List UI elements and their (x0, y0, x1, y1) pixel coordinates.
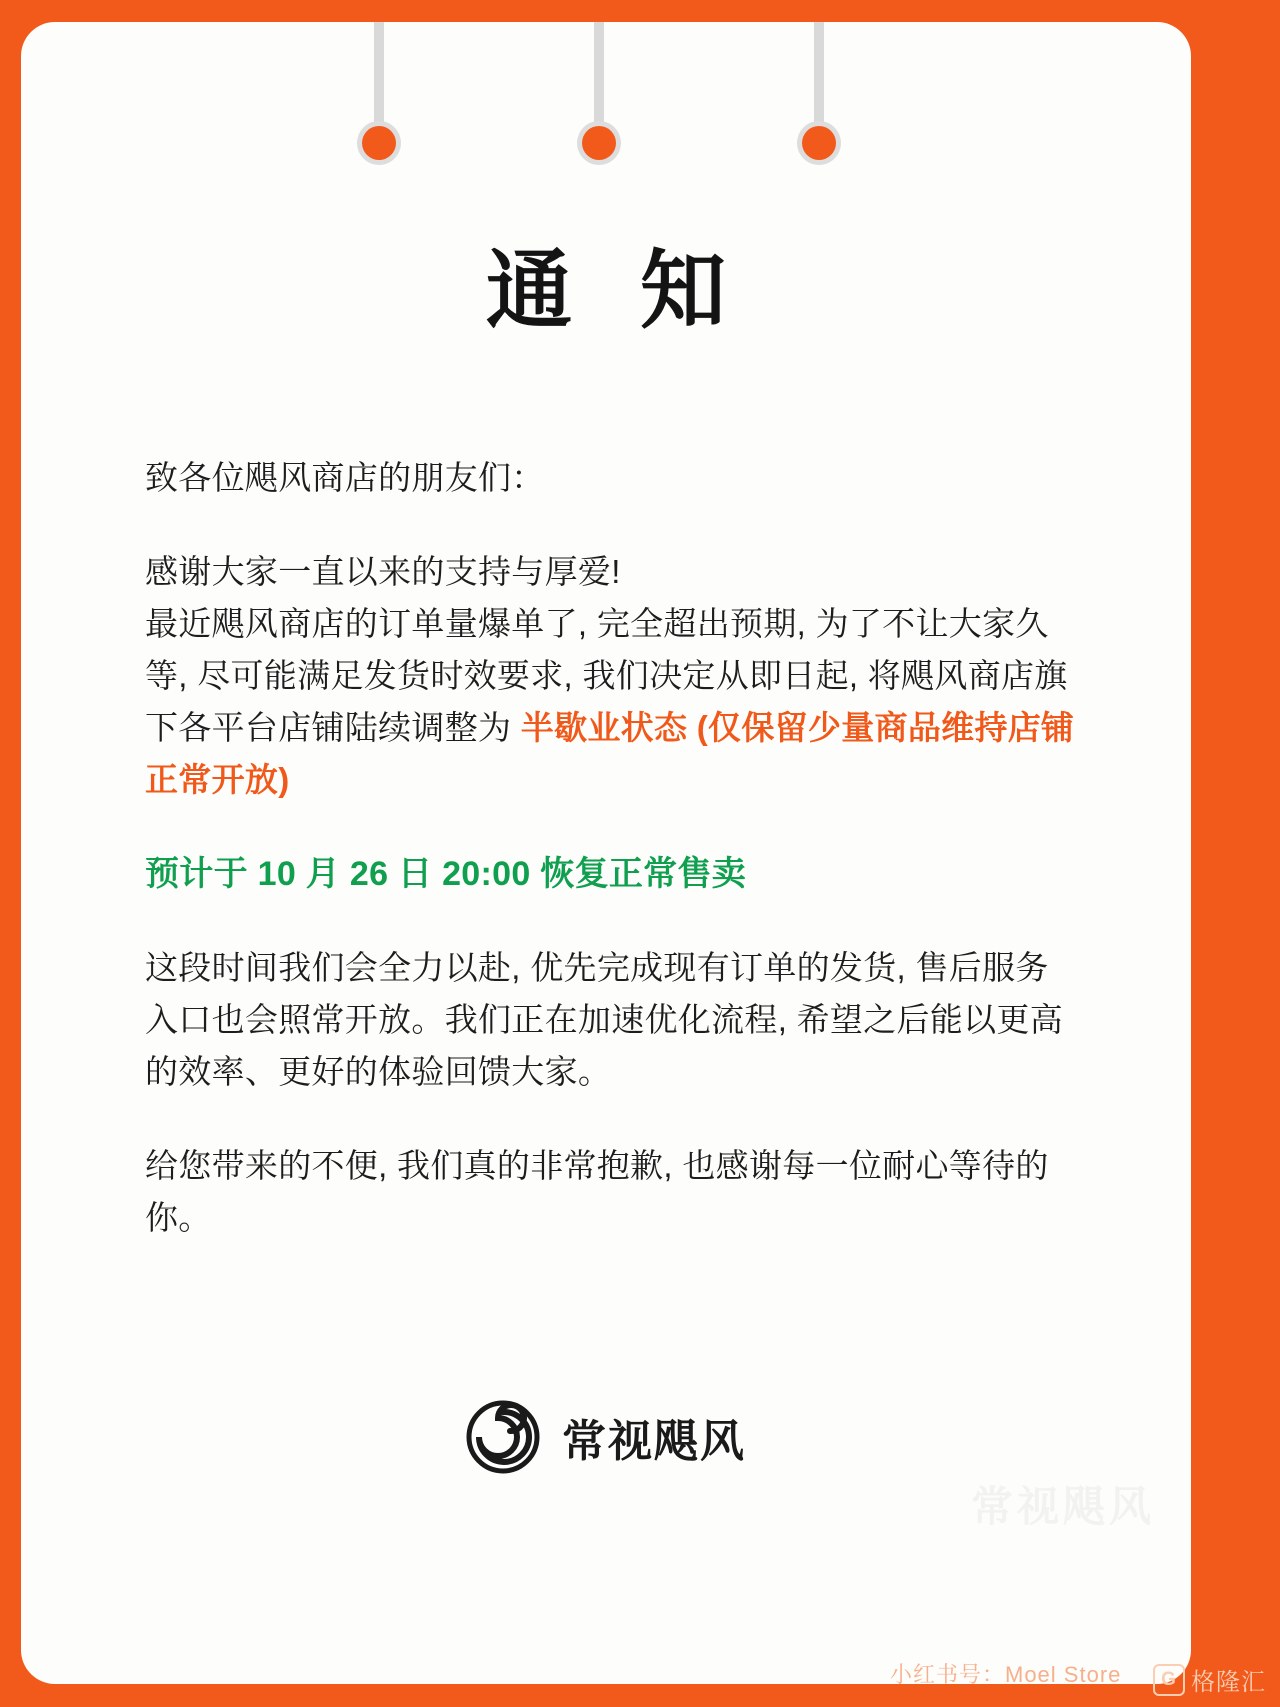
xiaohongshu-watermark: 小红书号：Moel Store (890, 1662, 1122, 1687)
card-watermark: 常视飓风 (970, 1483, 1155, 1530)
notice-body (145, 452, 1075, 1286)
spiral-icon (466, 1400, 540, 1474)
binder-ring-icon (594, 22, 604, 142)
brand-logo-text: 常视飓风 (562, 1417, 746, 1466)
gelonghui-watermark (1153, 1662, 1266, 1697)
notice-card (21, 22, 1191, 1684)
binder-ring-icon (814, 22, 824, 142)
brand-logo (21, 1400, 1191, 1474)
page-title: 通 知 (486, 243, 748, 339)
during-period-note: 这段时间我们会全力以赴, 优先完成现有订单的发货, 售后服务入口也会照常开放。我们正在加速优化流程, 希望之后能以更高的效率、更好的体验回馈大家。 (145, 949, 1064, 1090)
half-closed-status-highlight: 半歇业状态 (仅保留少量商品维持店铺正常开放) (145, 709, 1075, 798)
apology-note: 给您带来的不便, 我们真的非常抱歉, 也感谢每一位耐心等待的你。 (145, 1147, 1049, 1236)
gelonghui-watermark-text: 格隆汇 (1191, 1669, 1266, 1696)
thanks-line: 感谢大家一直以来的支持与厚爱! (145, 553, 621, 590)
resume-time-highlight: 预计于 10 月 26 日 20:00 恢复正常售卖 (145, 855, 747, 893)
main-statement-text: 最近飓风商店的订单量爆单了, 完全超出预期, 为了不让大家久等, 尽可能满足发货时效要求, 我们决定从即日起, 将飓风商店旗下各平台店铺陆续调整为 (145, 605, 1068, 746)
binder-rings (21, 22, 1191, 212)
salutation: 致各位飓风商店的朋友们： (145, 459, 545, 496)
gelonghui-badge-icon: G (1153, 1664, 1185, 1696)
binder-ring-icon (374, 22, 384, 142)
main-statement (145, 598, 1075, 806)
